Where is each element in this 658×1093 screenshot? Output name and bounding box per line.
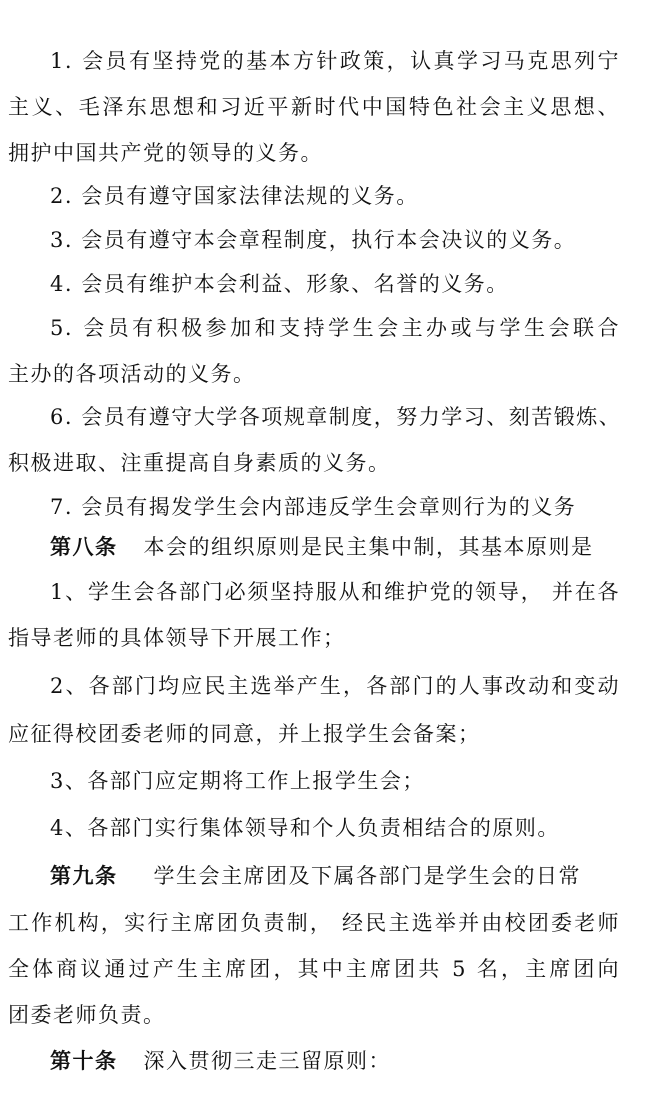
article-ten (50, 1047, 620, 1075)
text-line: 团委老师负责。 (8, 1003, 166, 1027)
text-line: 指导老师的具体领导下开展工作； (8, 626, 346, 650)
article-eight (50, 533, 620, 561)
text-line: 主义、毛泽东思想和习近平新时代中国特色社会主义思想、 (8, 95, 620, 119)
article-label: 第九条 (50, 863, 118, 888)
text-line: 拥护中国共产党的领导的义务。 (8, 141, 323, 165)
text-line: 1、学生会各部门必须坚持服从和维护党的领导， 并在各 (50, 580, 620, 604)
article-text: 深入贯彻三走三留原则： (143, 1049, 391, 1073)
text-line: 7. 会员有揭发学生会内部违反学生会章则行为的义务 (50, 495, 577, 519)
article-text: 学生会主席团及下属各部门是学生会的日常 (153, 864, 581, 888)
text-line: 主办的各项活动的义务。 (8, 362, 256, 386)
article-label: 第八条 (50, 534, 118, 559)
text-line: 1. 会员有坚持党的基本方针政策，认真学习马克思列宁 (50, 49, 620, 73)
text-line: 工作机构，实行主席团负责制， 经民主选举并由校团委老师 (8, 911, 620, 935)
text-line: 2、各部门均应民主选举产生，各部门的人事改动和变动 (50, 674, 620, 698)
article-label: 第十条 (50, 1048, 118, 1073)
text-line: 3. 会员有遵守本会章程制度，执行本会决议的义务。 (50, 228, 577, 252)
article-nine (50, 862, 620, 890)
text-line: 应征得校团委老师的同意，并上报学生会备案； (8, 722, 481, 746)
text-line: 5. 会员有积极参加和支持学生会主办或与学生会联合 (50, 316, 620, 340)
text-line: 全体商议通过产生主席团，其中主席团共 5 名，主席团向 (8, 957, 620, 981)
text-line: 6. 会员有遵守大学各项规章制度，努力学习、刻苦锻炼、 (50, 405, 622, 429)
text-line: 2. 会员有遵守国家法律法规的义务。 (50, 184, 419, 208)
text-line: 4. 会员有维护本会利益、形象、名誉的义务。 (50, 272, 509, 296)
text-line: 积极进取、注重提高自身素质的义务。 (8, 451, 391, 475)
article-text: 本会的组织原则是民主集中制，其基本原则是 (143, 535, 594, 559)
text-line: 3、各部门应定期将工作上报学生会； (50, 769, 425, 793)
text-line: 4、各部门实行集体领导和个人负责相结合的原则。 (50, 816, 560, 840)
